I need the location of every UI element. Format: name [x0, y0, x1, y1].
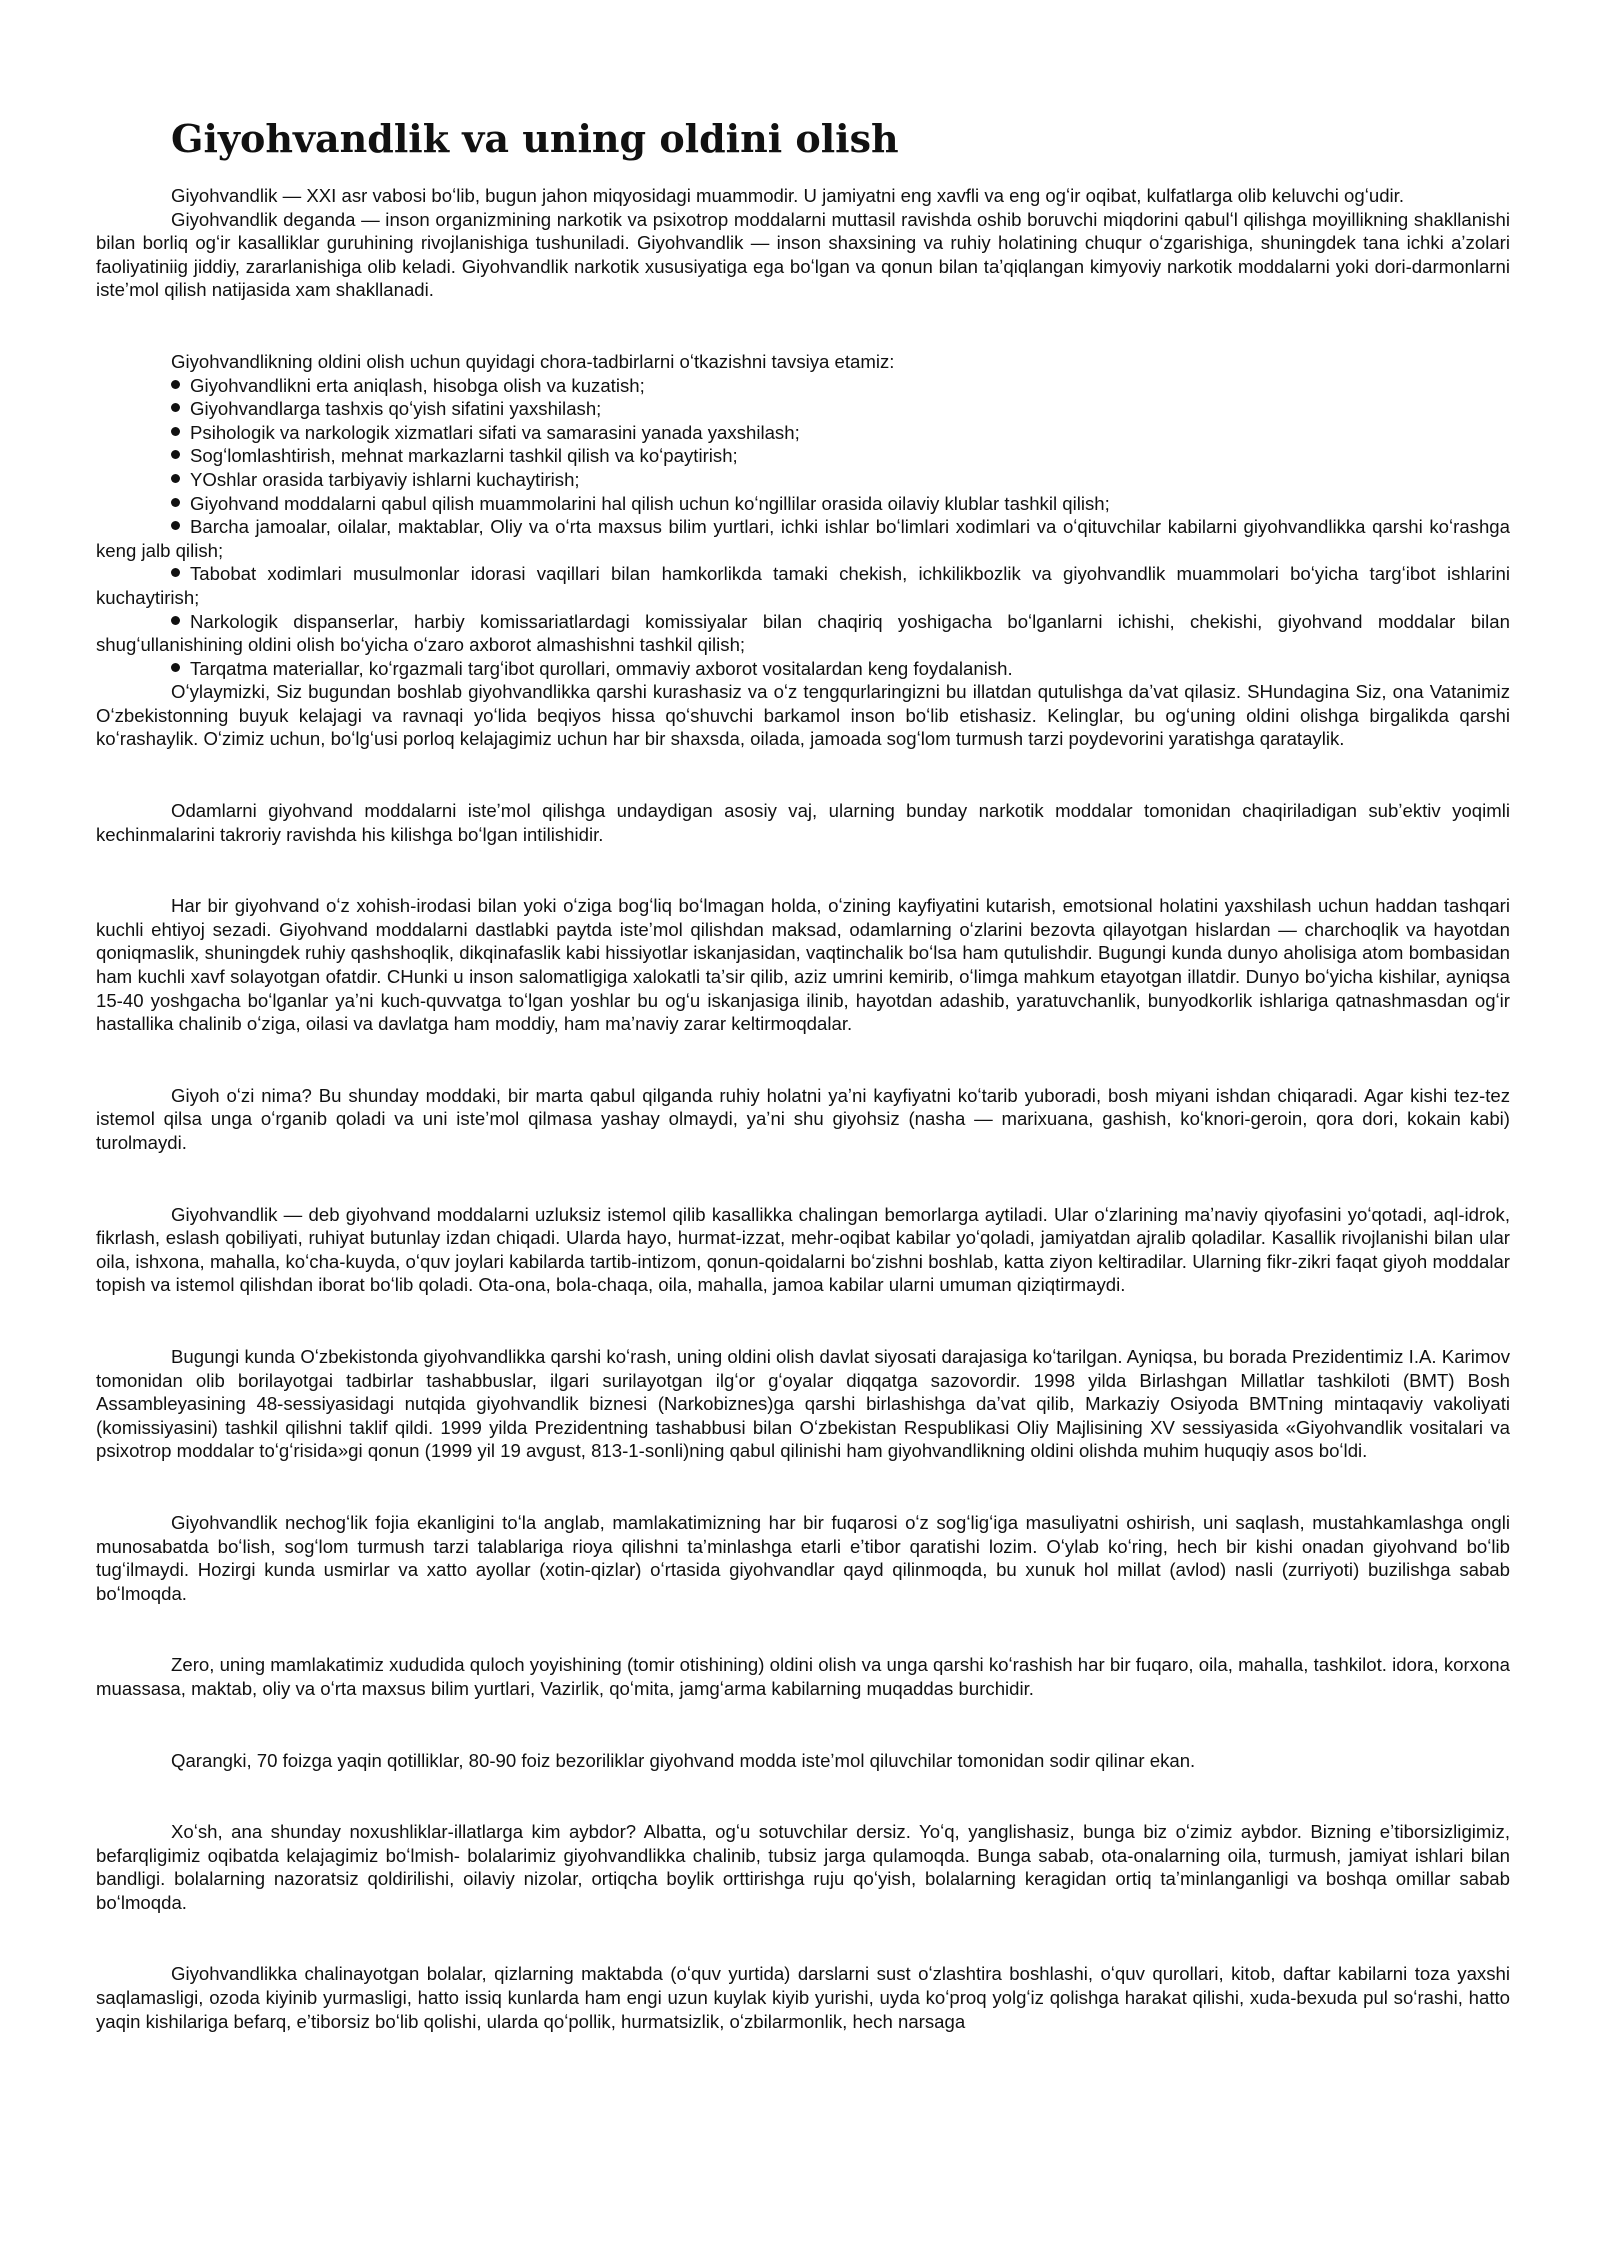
- list-item-text: Giyohvand moddalarni qabul qilish muammolarini hal qilish uchun koʻngillilar orasida oilaviy klublar tashkil qilish;: [190, 492, 1110, 514]
- intro-paragraph-2: Giyohvandlik deganda — inson organizmining narkotik va psixotrop moddalarni muttasil ravishda oshib boruvchi miqdorini qabulʻl qilishga moyillikning shakllanishi bilan borliq ogʻir kasalliklar guruhining rivojlanishiga tushuniladi. Giyohvandlik — inson shaxsining va ruhiy holatining chuqur oʻzgarishiga, shuningdek tana ichki aʼzolari faoliyatiniig jiddiy, zararlanishiga olib keladi. Giyohvandlik narkotik xususiyatiga ega boʻlgan va qonun bilan taʼqiqlangan kimyoviy narkotik moddalarni yoki dori-darmonlarni isteʼmol qilish natijasida xam shakllanadi.: [96, 208, 1510, 301]
- list-item: [96, 468, 1510, 492]
- body-paragraph: Giyohvandlikka chalinayotgan bolalar, qizlarning maktabda (oʻquv yurtida) darslarni sust oʻzlashtira boshlashi, oʻquv qurollari, kitob, daftar kabilarni toza yaxshi saqlamasligi, ozoda kiyinib yurmasligi, hatto issiq kunlarda ham engi uzun kuylak kiyib yurishi, uyda koʻproq yolgʻiz qolishga harakat qilishi, xuda-bexuda pul soʻrashi, hatto yaqin kishilariga befarq, eʼtiborsiz boʻlib qolishi, ularda qoʻpollik, hurmatsizlik, oʻzbilarmonlik, hech narsaga: [96, 1963, 1510, 2032]
- list-item: [96, 657, 1510, 681]
- body-paragraph: Bugungi kunda Oʻzbekistonda giyohvandlikka qarshi koʻrash, uning oldini olish davlat siyosati darajasiga koʻtarilgan. Ayniqsa, bu borada Prezidentimiz I.A. Karimov tomonidan olib borilayotgai tadbirlar tashabbuslar, ilgari surilayotgan ilgʻor gʻoyalar diqqatga sazovordir. 1998 yilda Birlashgan Millatlar tashkiloti (BMT) Bosh Assambleyasining 48-sessiyasidagi nutqida giyohvandlik biznesi (Narkobiznes)ga qarshi birlashishga daʼvat qilib, Markaziy Osiyoda BMTning mintaqaviy vakoliyati (komissiyasini) tashkil qilishni taklif qildi. 1999 yilda Prezidentning tashabbusi bilan Oʻzbekistan Respublikasi Oliy Majlisining XV sessiyasida «Giyohvandlik vositalari va psixotrop moddalar toʻgʻrisida»gi qonun (1999 yil 19 avgust, 813-1-sonli)ning qabul qilinishi ham giyohvandlikning oldini olishda muhim huquqiy asos boʻldi.: [96, 1345, 1510, 1462]
- appeal-paragraph: Oʻylaymizki, Siz bugundan boshlab giyohvandlikka qarshi kurashasiz va oʻz tengqurlaringizni bu illatdan qutulishga daʼvat qilasiz. SHundagina Siz, ona Vatanimiz Oʻzbekistonning buyuk kelajagi va ravnaqi yoʻlida beqiyos hissa qoʻshuvchi barkamol inson boʻlib etishasiz. Kelinglar, bu ogʻuning oldini olishga birgalikda qarshi koʻrashaylik. Oʻzimiz uchun, boʻlgʻusi porloq kelajagimiz uchun har bir shaxsda, oilada, jamoada sogʻlom turmush tarzi poydevorini yaratishga qarataylik.: [96, 681, 1510, 750]
- body-paragraph: Qarangki, 70 foizga yaqin qotilliklar, 80-90 foiz bezoriliklar giyohvand modda isteʼmol qiluvchilar tomonidan sodir qilinar ekan.: [171, 1749, 1196, 1771]
- list-item-text: Narkologik dispanserlar, harbiy komissariatlardagi komissiyalar bilan chaqiriq yoshigacha boʻlganlarni ichishi, chekishi, giyohvand moddalar bilan shugʻullanishining oldini olish boʻyicha oʻzaro axborot almashishni tashkil qilish;: [96, 610, 1510, 656]
- bullet-icon: [171, 474, 180, 483]
- list-item-text: Psihologik va narkologik xizmatlari sifati va samarasini yanada yaxshilash;: [190, 421, 800, 443]
- list-item-text: Tarqatma materiallar, koʻrgazmali targʻibot qurollari, ommaviy axborot vositalardan keng foydalanish.: [190, 657, 1013, 679]
- bullet-icon: [171, 498, 180, 507]
- recommendations-intro: Giyohvandlikning oldini olish uchun quyidagi chora-tadbirlarni oʻtkazishni tavsiya etamiz:: [171, 350, 895, 372]
- body-paragraph: Giyoh oʻzi nima? Bu shunday moddaki, bir marta qabul qilganda ruhiy holatni yaʼni kayfiyatni koʻtarib yuboradi, bosh miyani ishdan chiqaradi. Agar kishi tez-tez istemol qilsa unga oʻrganib qoladi va uni isteʼmol qilmasa yashay olmaydi, yaʼni shu giyohsiz (nasha — marixuana, gashish, koʻknori-geroin, qora dori, kokain kabi) turolmaydi.: [96, 1084, 1510, 1153]
- bullet-icon: [171, 427, 180, 436]
- bullet-icon: [171, 450, 180, 459]
- bullet-icon: [171, 663, 180, 672]
- bullet-icon: [171, 521, 180, 530]
- body-paragraph: Xoʻsh, ana shunday noxushliklar-illatlarga kim aybdor? Albatta, ogʻu sotuvchilar dersiz. Yoʻq, yanglishasiz, bunga biz oʻzimiz aybdor. Bizning eʼtiborsizligimiz, befarqligimiz oqibatda kelajagimiz boʻlmish- bolalarimiz giyohvandlikka chalinib, tubsiz jarga qulamoqda. Bunga sabab, ota-onalarning oila, turmush, jamiyat ishlari bilan bandligi. bolalarning nazoratsiz qoldirilishi, oilaviy nizolar, ortiqcha boylik orttirishga ruju qoʻyish, bolalarning keragidan ortiq taʼminlanganligi va boshqa omillar sabab boʻlmoqda.: [96, 1821, 1510, 1913]
- body-paragraph: Giyohvandlik nechogʻlik fojia ekanligini toʻla anglab, mamlakatimizning har bir fuqarosi oʻz sogʻligʻiga masuliyatni oshirish, uni saqlash, mustahkamlashga ongli munosabatda boʻlish, sogʻlom turmush tarzi talablariga rioya qilishni taʼminlashga etarli eʼtibor qaratishi lozim. Oʻylab koʻring, hech bir kishi onadan giyohvand boʻlib tugʻilmaydi. Hozirgi kunda usmirlar va xatto ayollar (xotin-qizlar) oʻrtasida giyohvandlar qayd qilinmoqda, bu xunuk hol millat (avlod) nasli (zurriyoti) buzilishga sabab boʻlmoqda.: [96, 1511, 1510, 1604]
- list-item: [96, 374, 1510, 398]
- list-item: [96, 421, 1510, 445]
- list-item-text: Giyohvandlarga tashxis qoʻyish sifatini yaxshilash;: [190, 398, 602, 420]
- document-page: [96, 0, 1510, 2033]
- list-item: [96, 492, 1510, 516]
- list-item: [96, 562, 1510, 609]
- list-item-text: Sogʻlomlashtirish, mehnat markazlarni tashkil qilish va koʻpaytirish;: [190, 445, 738, 467]
- bullet-icon: [171, 568, 180, 577]
- body-paragraph: Odamlarni giyohvand moddalarni isteʼmol qilishga undaydigan asosiy vaj, ularning bunday narkotik moddalar tomonidan chaqiriladigan subʼektiv yoqimli kechinmalarini takroriy ravishda his kilishga boʻlgan intilishidir.: [96, 800, 1510, 845]
- intro-paragraph-1: Giyohvandlik — XXI asr vabosi boʻlib, bugun jahon miqyosidagi muammodir. U jamiyatni eng xavfli va eng ogʻir oqibat, kulfatlarga olib keluvchi ogʻudir.: [171, 185, 1404, 206]
- list-item: [96, 515, 1510, 562]
- list-item: [96, 397, 1510, 421]
- body-paragraph: Har bir giyohvand oʻz xohish-irodasi bilan yoki oʻziga bogʻliq boʻlmagan holda, oʻzining kayfiyatini kutarish, emotsional holatini yaxshilash uchun haddan tashqari kuchli ehtiyoj sezadi. Giyohvand moddalarni dastlabki paytda isteʼmol qilishdan maksad, odamlarning oʻzlarini bezovta qilayotgan hislardan — charchoqlik va hayotdan qoniqmaslik, shuningdek ruhiy qashshoqlik, dikqinafaslik kabi hissiyotlar iskanjasidan, vaqtinchalik boʻlsa ham qutulishdir. Bugungi kunda dunyo aholisiga atom bombasidan ham kuchli xavf solayotgan ofatdir. CHunki u inson salomatligiga xalokatli taʼsir qilib, aziz umrini kemirib, oʻlimga mahkum etayotgan illatdir. Dunyo boʻyicha kishilar, ayniqsa 15-40 yoshgacha boʻlganlar yaʼni kuch-quvvatga toʻlgan yoshlar bu ogʻu iskanjasiga ilinib, hayotdan adashib, yaratuvchanlik, bunyodkorlik ishlariga qatnashmasdan ogʻir hastallika chalinib oʻziga, oilasi va davlatga ham moddiy, ham maʼnaviy zarar keltirmoqdalar.: [96, 895, 1510, 1035]
- list-item-text: Giyohvandlikni erta aniqlash, hisobga olish va kuzatish;: [190, 374, 645, 396]
- list-item-text: Barcha jamoalar, oilalar, maktablar, Oliy va oʻrta maxsus bilim yurtlari, ichki ishlar boʻlimlari xodimlari va oʻqituvchilar kabilarni giyohvandlikka qarshi koʻrashga keng jalb qilish;: [96, 516, 1510, 561]
- body-paragraph: Giyohvandlik — deb giyohvand moddalarni uzluksiz istemol qilib kasallikka chalingan bemorlarga aytiladi. Ular oʻzlarining maʼnaviy qiyofasini yoʻqotadi, aql-idrok, fikrlash, eslash qobiliyati, ruhiyat butunlay izdan chiqadi. Ularda hayo, hurmat-izzat, mehr-oqibat kabilar yoʻqoladi, jamiyatdan ajralib qoladilar. Kasallik rivojlanishi bilan ular oila, ishxona, mahalla, koʻcha-kuyda, oʻquv joylari kabilarda tartib-intizom, qonun-qoidalarni boʻzishni boshlab, katta ziyon keltiradilar. Ularning fikr-zikri faqat giyoh moddalar topish va istemol qilishdan iborat boʻlib qoladi. Ota-ona, bola-chaqa, oila, mahalla, jamoa kabilar ularni umuman qiziqtirmaydi.: [96, 1203, 1510, 1296]
- bullet-icon: [171, 380, 180, 389]
- body-paragraph: Zero, uning mamlakatimiz xududida quloch yoyishining (tomir otishining) oldini olish va unga qarshi koʻrashish har bir fuqaro, oila, mahalla, tashkilot. idora, korxona muassasa, maktab, oliy va oʻrta maxsus bilim yurtlari, Vazirlik, qoʻmita, jamgʻarma kabilarning muqaddas burchidir.: [96, 1654, 1510, 1699]
- recommendations-list: [96, 374, 1510, 681]
- list-item: [96, 610, 1510, 657]
- list-item-text: YOshlar orasida tarbiyaviy ishlarni kuchaytirish;: [190, 468, 580, 490]
- list-item: [96, 444, 1510, 468]
- bullet-icon: [171, 616, 180, 625]
- document-title: Giyohvandlik va uning oldini olish: [171, 116, 899, 161]
- list-item-text: Tabobat xodimlari musulmonlar idorasi vaqillari bilan hamkorlikda tamaki chekish, ichkilikbozlik va giyohvandlik muammolari boʻyicha targʻibot ishlarini kuchaytirish;: [96, 563, 1510, 608]
- bullet-icon: [171, 403, 180, 412]
